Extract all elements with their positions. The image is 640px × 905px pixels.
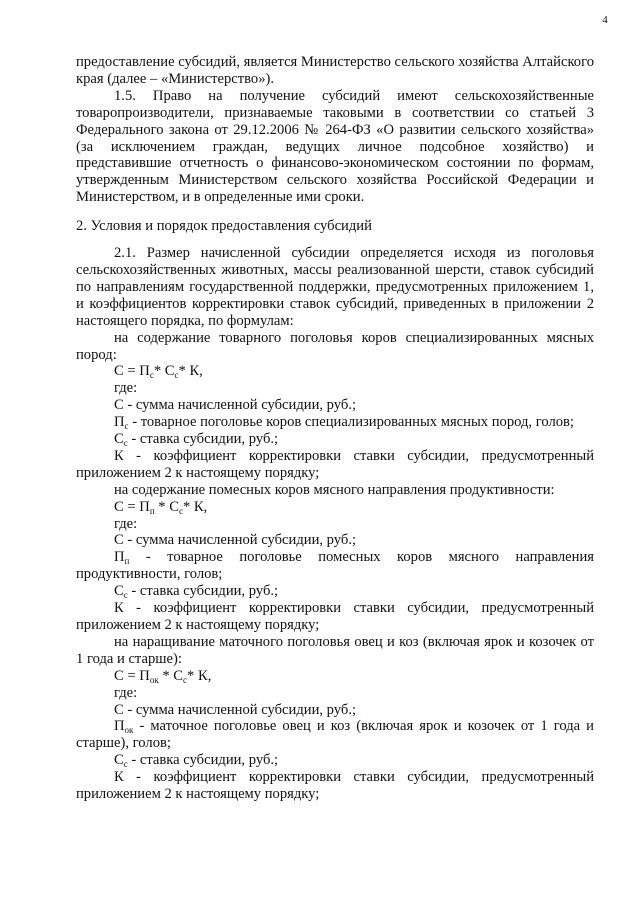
page-number: 4 (602, 14, 608, 26)
definition-c: С - сумма начисленной субсидии, руб.; (114, 397, 357, 414)
formula-crossbred-cows: $С = П_п * С_с*$ К, (114, 498, 208, 516)
definition-k: К - коэффициент корректировки ставки субсидии, предусмотренный приложением 2 к настоящему порядку; (76, 447, 594, 481)
where-label: где: (114, 684, 138, 701)
formula-intro-sheep-goats: на наращивание маточного поголовья овец и коз (включая ярок и козочек от 1 года и старше): (76, 633, 594, 667)
document-body (76, 54, 594, 803)
paragraph-continued: предоставление субсидий, является Министерство сельского хозяйства Алтайского края (далее – «Министерство»). (76, 54, 595, 87)
section-heading: 2. Условия и порядок предоставления субсидий (76, 218, 372, 235)
paragraph-1-5: 1.5. Право на получение субсидий имеют сельскохозяйственные товаропроизводители, признаваемые таковыми в соответствии со статьей 3 Федерального закона от 29.12.2006 № 264-ФЗ «О развитии сельского хозяйства» (за исключением граждан, ведущих личное подсобное хозяйство) и представившие отчетность о финансово-экономическом состоянии по формам, утвержденным Министерством сельского хозяйства Российской Федерации и Министерством, и в определенные ими сроки. (76, 87, 594, 206)
formula-intro-crossbred-cows: на содержание помесных коров мясного направления продуктивности: (114, 481, 555, 498)
definition-cc: $С_с$ - ставка субсидии, руб.; (114, 431, 279, 449)
where-label: где: (114, 380, 138, 397)
where-label: где: (114, 515, 138, 532)
definition-p: $П_п$ - товарное поголовье помесных коров мясного направления продуктивности, голов; (76, 549, 594, 583)
definition-cc: $С_с$ - ставка субсидии, руб.; (114, 752, 279, 770)
definition-k: К - коэффициент корректировки ставки субсидии, предусмотренный приложением 2 к настоящему порядку; (76, 769, 594, 803)
definition-c: С - сумма начисленной субсидии, руб.; (114, 532, 357, 549)
paragraph-2-1: 2.1. Размер начисленной субсидии определяется исходя из поголовья сельскохозяйственных животных, массы реализованной шерсти, ставок субсидий по направлениям государственной поддержки, предусмотренных приложением 1, и коэффициентов корректировки ставок субсидий, приведенных в приложении 2 настоящего порядка, по формулам: (76, 245, 594, 329)
definition-cc: $С_с$ - ставка субсидии, руб.; (114, 583, 279, 601)
formula-intro-specialized-cows: на содержание товарного поголовья коров специализированных мясных пород: (76, 329, 594, 363)
formula-specialized-cows: $С = П_с*$ $С_с*$ К, (114, 363, 203, 381)
definition-k: К - коэффициент корректировки ставки субсидии, предусмотренный приложением 2 к настоящему порядку; (76, 600, 594, 633)
formula-sheep-goats: $С = П_{ок} * С_с*$ К, (114, 667, 212, 685)
definition-p: $П_с$ - товарное поголовье коров специализированных мясных пород, голов; (114, 414, 574, 432)
definition-c: С - сумма начисленной субсидии, руб.; (114, 701, 357, 718)
definition-p: $П_{ок}$ - маточное поголовье овец и коз (включая ярок и козочек от 1 года и старше), голов; (76, 718, 594, 752)
